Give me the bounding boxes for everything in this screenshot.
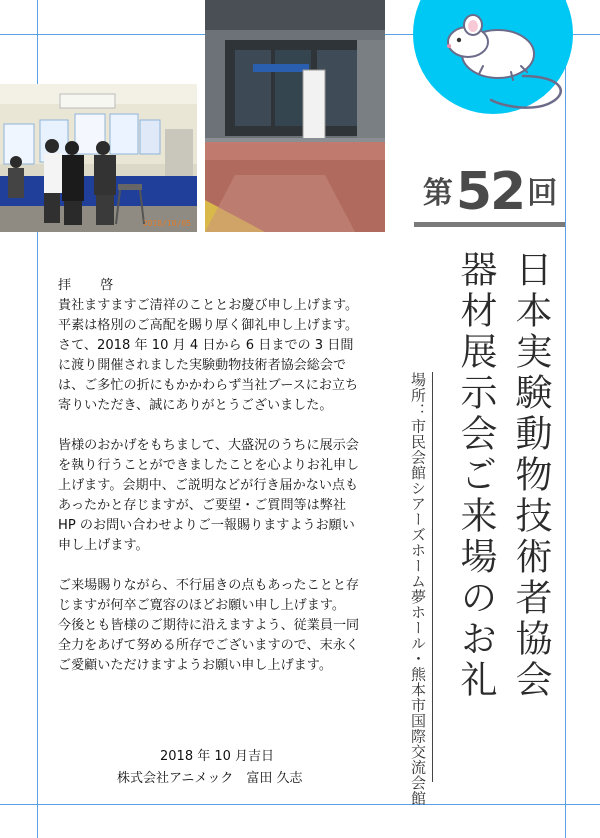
letter-line: 上げます。会期中、ご説明などが行き届かない点も <box>58 478 359 493</box>
letter-greeting: 拝 啓 <box>58 278 122 293</box>
letter-line: を執り行うことができましたことを心よりお礼申し <box>58 458 360 473</box>
session-prefix: 第 <box>422 176 453 211</box>
letter-line: ご来場賜りながら、不行届きの点もあったことと存 <box>58 578 360 593</box>
letter-signature: 株式会社アニメック 富田 久志 <box>117 771 303 786</box>
title-line-2: 器材展示会ご来場のお礼 <box>454 250 497 701</box>
letter-line: じますが何卒ご寛容のほどお願い申し上げます。 <box>58 598 346 613</box>
venue-text: 場所：市民会館シアーズホーム夢ホール・熊本市国際交流会館 <box>409 372 427 806</box>
mouse-illustration-icon <box>413 0 573 114</box>
title-line-1: 日本実験動物技術者協会 <box>509 250 552 701</box>
guide-line-right <box>565 0 566 838</box>
letter-date: 2018 年 10 月吉日 <box>160 749 275 764</box>
mouse-badge <box>413 0 573 114</box>
letter-line: ご愛顧いただけますようお願い申し上げます。 <box>58 658 332 673</box>
letter-line: 申し上げます。 <box>58 538 149 553</box>
letter-line: HP のお問い合わせよりご一報賜りますようお願い <box>58 518 355 533</box>
letter-body <box>58 276 388 676</box>
letter-line: に渡り開催されました実験動物技術者協会総会で <box>58 358 347 373</box>
letter-line: 今後とも皆様のご期待に沿えますよう、従業員一同 <box>58 618 360 633</box>
photo-datestamp: 2018/10/05 <box>142 219 191 228</box>
guide-line-bottom <box>0 804 600 805</box>
letter-line: あったかと存じますが、ご要望・ご質問等は弊社 <box>58 498 346 513</box>
venue-entrance-photo <box>205 0 385 232</box>
letter-line: 寄りいただき、誠にありがとうございました。 <box>58 398 333 413</box>
letter-line: さて、2018 年 10 月 4 日から 6 日までの 3 日間 <box>58 338 354 353</box>
venue-divider <box>432 372 433 782</box>
letter-line: 平素は格別のご高配を賜り厚く御礼申し上げます。 <box>58 318 359 333</box>
letter-line: 全力をあげて努める所存でございますので、末永く <box>58 638 359 653</box>
session-suffix: 回 <box>527 176 558 211</box>
letter-line: は、ご多忙の折にもかかわらず当社ブースにお立ち <box>58 378 359 393</box>
session-count: 52 <box>455 162 525 222</box>
booth-photo <box>0 84 197 232</box>
letter-line: 皆様のおかげをもちまして、大盛況のうちに展示会 <box>58 438 359 453</box>
session-underline <box>414 222 565 227</box>
session-number <box>415 152 565 222</box>
letter-line: 貴社ますますご清祥のこととお慶び申し上げます。 <box>58 298 359 313</box>
